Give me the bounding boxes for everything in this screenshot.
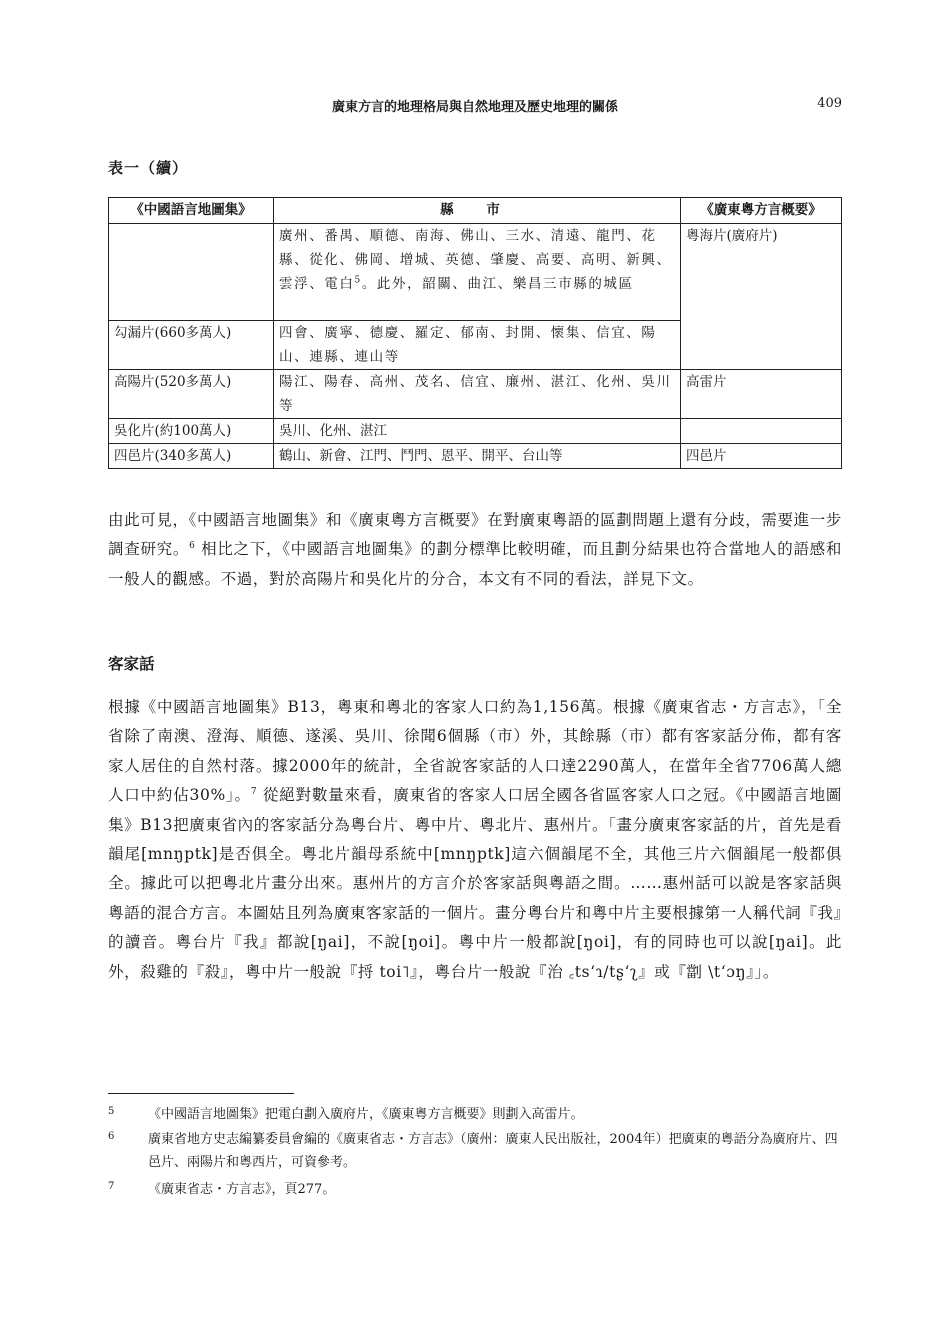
table-row	[109, 224, 842, 321]
table-cell-counties: 陽江、陽春、高州、茂名、信宜、廉州、湛江、化州、吳川等	[274, 370, 681, 419]
running-head	[108, 96, 842, 116]
footnote-text: 《廣東省志・方言志》，頁277。	[148, 1182, 336, 1197]
table-cell-atlas: 勾漏片(660多萬人)	[109, 321, 274, 370]
section-heading-hakka: 客家話	[108, 654, 155, 673]
table-cell-counties: 四會、廣寧、德慶、羅定、郁南、封開、懷集、信宜、陽山、連縣、連山等	[274, 321, 681, 370]
table-cell-atlas: 吳化片(約100萬人)	[109, 419, 274, 444]
table-header-row	[109, 198, 842, 224]
table-cell-atlas	[109, 224, 274, 321]
table-row	[109, 419, 842, 444]
footnote-rule	[108, 1093, 294, 1094]
header-atlas: 《中國語言地圖集》	[109, 198, 274, 224]
table-cell-atlas: 高陽片(520多萬人)	[109, 370, 274, 419]
table-row	[109, 444, 842, 469]
footnote-text: 《中國語言地圖集》把電白劃入廣府片，《廣東粵方言概要》則劃入高雷片。	[148, 1107, 584, 1122]
table-cell-counties	[274, 224, 681, 321]
table-cell-overview	[681, 419, 842, 444]
header-counties	[274, 198, 681, 224]
paragraph-hakka	[108, 693, 842, 987]
table-cell-atlas: 四邑片(340多萬人)	[109, 444, 274, 469]
header-overview: 《廣東粵方言概要》	[681, 198, 842, 224]
table-cell-overview: 粵海片(廣府片)	[681, 224, 842, 370]
table-caption: 表一（續）	[108, 159, 189, 177]
table-cell-overview: 高雷片	[681, 370, 842, 419]
paragraph-dialect-comparison	[108, 506, 842, 594]
page-number: 409	[817, 96, 842, 111]
footnote-6	[108, 1128, 842, 1174]
footnote-7	[108, 1178, 842, 1201]
footnote-5	[108, 1103, 842, 1126]
paragraph-text: 由此可見，《中國語言地圖集》和《廣東粵方言概要》在對廣東粵語的區劃問題上還有分歧，需要進一步調查研究。	[108, 511, 842, 559]
footnote-number: 6	[108, 1131, 115, 1142]
running-title: 廣東方言的地理格局與自然地理及歷史地理的關係	[331, 100, 618, 115]
table-cell-overview: 四邑片	[681, 444, 842, 469]
paragraph-text: 根據《中國語言地圖集》B13，粵東和粵北的客家人口約為1,156萬。根據《廣東省志・方言志》，「全省除了南澳、澄海、順德、遂溪、吳川、徐聞6個縣（市）外，其餘縣（市）都有客家話分佈，都有客家人居住的自然村落。據2000年的統計，全省說客家話的人口達2290萬人，在當年全省7706萬人總人口中約佔30%」。	[108, 698, 842, 805]
dialect-table	[108, 197, 842, 469]
note-ref-5[interactable]: 5	[354, 275, 362, 286]
header-counties-label: 縣 市	[440, 202, 514, 218]
counties-text-after: 。此外，韶關、曲江、樂昌三市縣的城區	[361, 276, 634, 292]
footnote-text: 廣東省地方史志編纂委員會編的《廣東省志・方言志》（廣州：廣東人民出版社，2004年）把廣東的粵語分為廣府片、四邑片、兩陽片和粵西片，可資參考。	[148, 1132, 838, 1170]
table-cell-counties: 鶴山、新會、江門、鬥門、恩平、開平、台山等	[274, 444, 681, 469]
footnote-number: 7	[108, 1181, 115, 1192]
paragraph-text: 從絕對數量來看，廣東省的客家人口居全國各省區客家人口之冠。《中國語言地圖集》B13把廣東省內的客家話分為粵台片、粵中片、粵北片、惠州片。「畫分廣東客家話的片，首先是看韻尾[mnŋptk]是否俱全。粵北片韻母系統中[mnŋptk]這六個韻尾不全，其他三片六個韻尾一般都俱全。據此可以把粵北片畫分出來。惠州片的方言介於客家話與粵語之間。……惠州話可以說是客家話與粵語的混合方言。本圖姑且列為廣東客家話的一個片。畫分粵台片和粵中片主要根據第一人稱代詞『我』的讀音。粵台片『我』都說[ŋai]，不說[ŋoi]。粵中片一般都說[ŋoi]，有的同時也可以說[ŋai]。此外，殺雞的『殺』，粵中片一般說『捋 toi˥』，粵台片一般說『治 ꜀tsʻɿ/tʂʻʅ』或『劏 \tʻɔŋ』」。	[108, 786, 842, 981]
note-ref-6[interactable]: 6	[189, 541, 196, 552]
note-ref-7[interactable]: 7	[250, 787, 258, 798]
table-cell-counties: 吳川、化州、湛江	[274, 419, 681, 444]
counties-text: 廣州、番禺、順德、南海、佛山、三水、清遠、龍門、花縣、從化、佛岡、增城、英德、肇慶、高要、高明、新興、雲浮、電白	[279, 228, 672, 292]
paragraph-text: 相比之下，《中國語言地圖集》的劃分標準比較明確，而且劃分結果也符合當地人的語感和一般人的觀感。不過，對於高陽片和吳化片的分合，本文有不同的看法，詳見下文。	[108, 540, 842, 588]
footnote-number: 5	[108, 1106, 115, 1117]
table-row	[109, 370, 842, 419]
